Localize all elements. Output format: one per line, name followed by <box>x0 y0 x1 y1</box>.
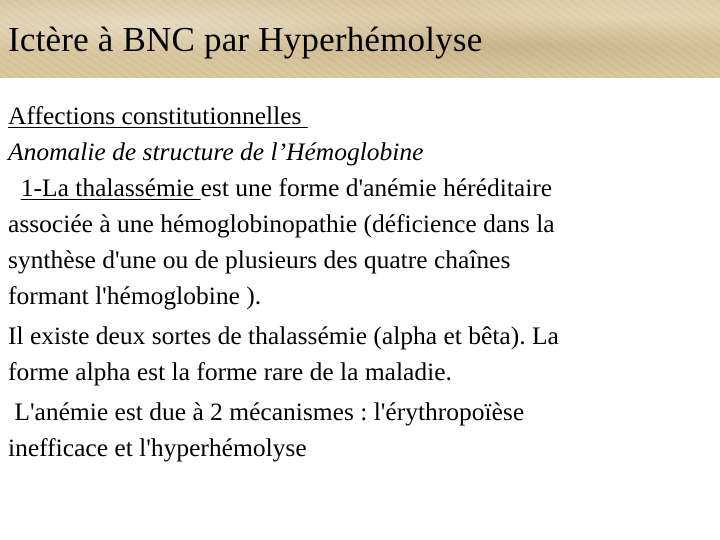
paragraph-thalassemia <box>8 170 712 314</box>
paragraph-line <box>8 170 712 206</box>
section-heading: Affections constitutionnelles <box>8 101 308 130</box>
paragraph-line: inefficace et l'hyperhémolyse <box>8 433 307 462</box>
term-thalassemia: 1-La thalassémie <box>20 173 201 202</box>
indent <box>8 173 21 202</box>
paragraph-line: synthèse d'une ou de plusieurs des quatre chaînes <box>8 245 511 274</box>
text-fragment: est une forme d'anémie héréditaire <box>200 173 553 202</box>
paragraph-line: L'anémie est due à 2 mécanismes : l'érythropoïèse <box>8 397 525 426</box>
paragraph-types <box>8 318 712 390</box>
paragraph-mechanisms <box>8 394 712 466</box>
paragraph-line: forme alpha est la forme rare de la maladie. <box>8 357 452 386</box>
paragraph-line: Il existe deux sortes de thalassémie (alpha et bêta). La <box>8 321 559 350</box>
slide-body <box>8 98 712 466</box>
title-bar <box>0 0 720 78</box>
paragraph-line: associée à une hémoglobinopathie (déficience dans la <box>8 209 555 238</box>
section-subheading: Anomalie de structure de l’Hémoglobine <box>8 137 424 166</box>
paragraph-line: formant l'hémoglobine ). <box>8 281 262 310</box>
slide-title: Ictère à BNC par Hyperhémolyse <box>8 20 483 59</box>
